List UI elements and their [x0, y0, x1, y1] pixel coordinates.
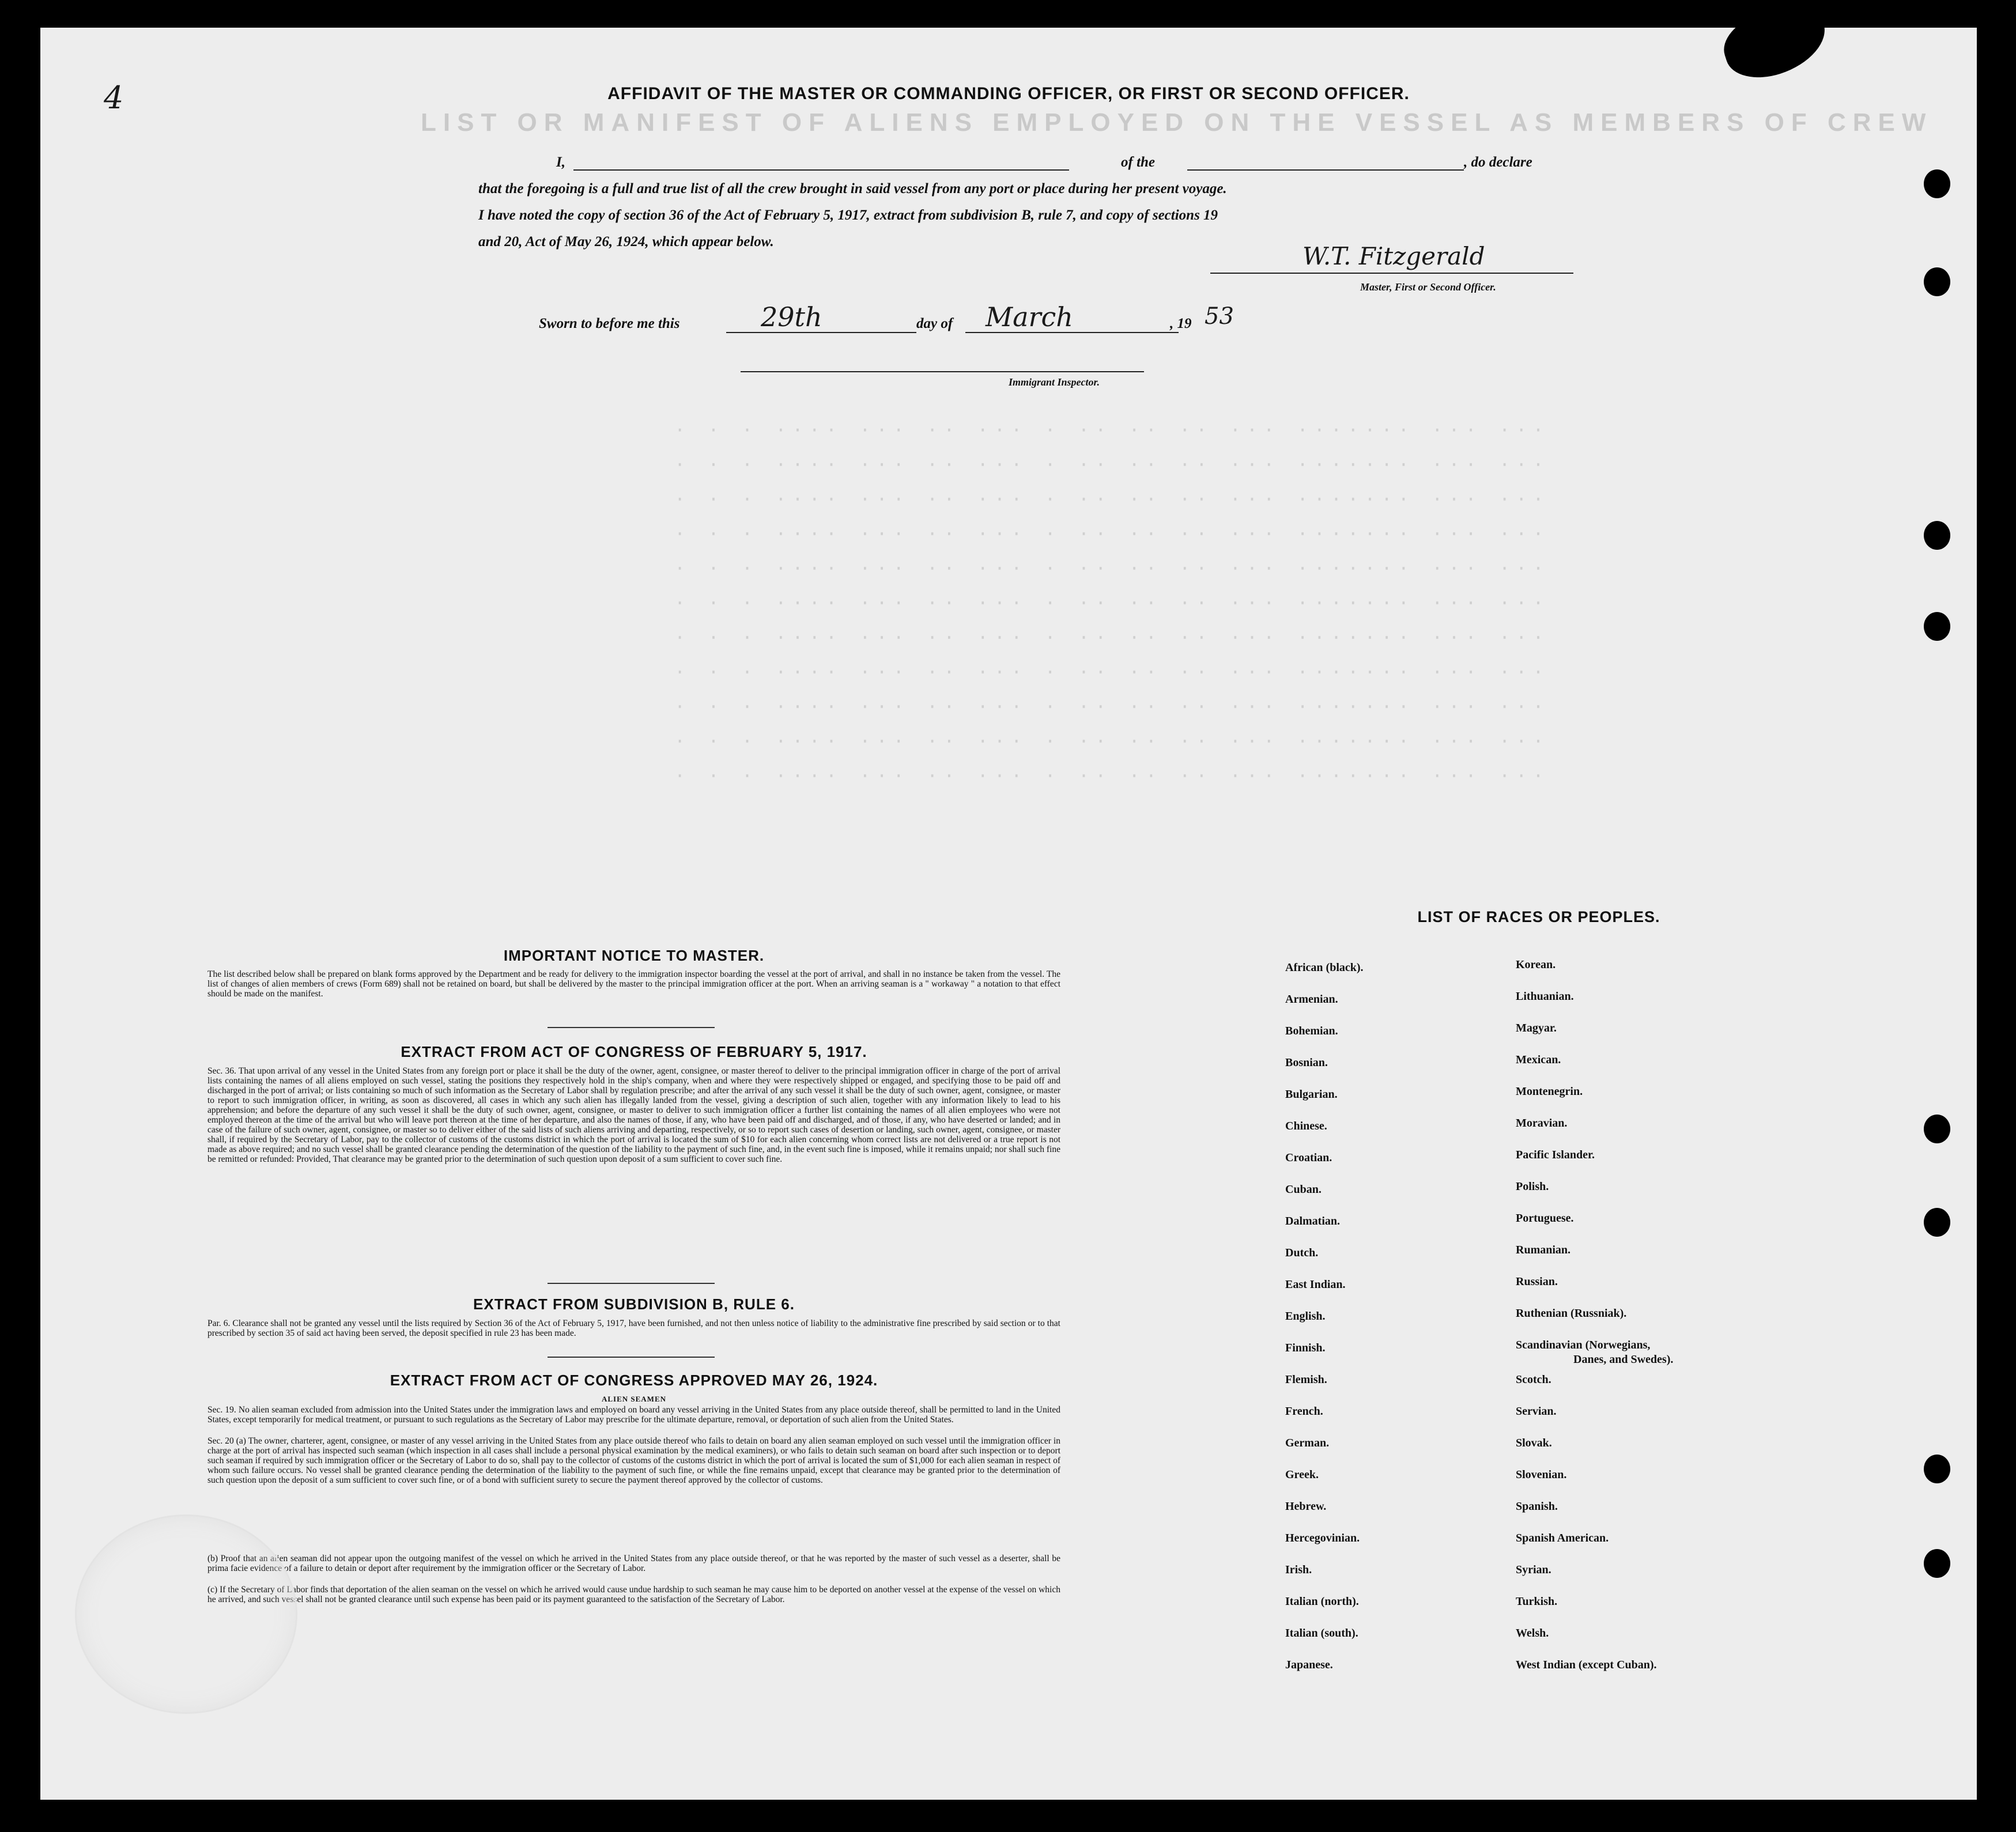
race-item: German.	[1285, 1437, 1330, 1449]
race-item: Croatian.	[1285, 1151, 1332, 1164]
vessel-name-line	[1187, 169, 1464, 171]
affidavit-i-label: I,	[556, 154, 565, 170]
race-item: Scandinavian (Norwegians,	[1516, 1339, 1651, 1351]
race-item: Scotch.	[1516, 1373, 1551, 1386]
race-item: Russian.	[1516, 1275, 1558, 1288]
race-item: Ruthenian (Russniak).	[1516, 1307, 1627, 1320]
race-item: Syrian.	[1516, 1563, 1551, 1576]
race-item: West Indian (except Cuban).	[1516, 1659, 1657, 1671]
extract-1924-sec20a: Sec. 20 (a) The owner, charterer, agent, consignee, or master of any vessel arriving in the United States from any place outside thereof who fails to detain on board any alien seaman employed on such vessel until the immigration officer in charge at the port of arrival has inspected such seaman (which inspection in all cases shall include a personal physical examination by the medical examiners), or who fails to detain such seaman on board after such inspection or to deport such seaman if required by such immigration officer or the Secretary of Labor to do so, shall pay to the collector of customs of the customs district in which the port of arrival is located the sum of $1,000 for each alien seaman in respect of whom such failure occurs. No vessel shall be granted clearance pending the determination of the liability to the payment of such fine, or while the fine remains unpaid, except that clearance may be granted prior to the determination of such question upon the deposit of a sum sufficient to cover such fine, or of a bond with sufficient surety to secure the payment thereof approved by the collector of customs.	[207, 1436, 1060, 1485]
race-item: Bulgarian.	[1285, 1088, 1338, 1101]
race-item: Pacific Islander.	[1516, 1149, 1595, 1161]
separator-2	[548, 1283, 715, 1284]
separator-1	[548, 1027, 715, 1028]
race-item: Flemish.	[1285, 1373, 1327, 1386]
race-item: Montenegrin.	[1516, 1085, 1583, 1098]
race-item: East Indian.	[1285, 1278, 1346, 1291]
race-item: Armenian.	[1285, 993, 1338, 1006]
extract-1917-title: EXTRACT FROM ACT OF CONGRESS OF FEBRUARY 5, 1917.	[401, 1043, 867, 1060]
affidavit-do-declare: , do declare	[1464, 154, 1532, 170]
corner-ink-blot	[1716, 28, 1834, 88]
binder-hole	[1924, 1115, 1950, 1143]
sworn-label: Sworn to before me this	[539, 316, 680, 331]
race-item: Irish.	[1285, 1563, 1312, 1576]
race-item: Rumanian.	[1516, 1244, 1571, 1256]
affidavit-title: AFFIDAVIT OF THE MASTER OR COMMANDING OFFICER, OR FIRST OR SECOND OFFICER.	[607, 84, 1410, 103]
race-item: Greek.	[1285, 1468, 1319, 1481]
subdivision-b-title: EXTRACT FROM SUBDIVISION B, RULE 6.	[473, 1295, 795, 1313]
race-item: Moravian.	[1516, 1117, 1568, 1130]
master-signature: W.T. Fitzgerald	[1303, 242, 1485, 270]
race-item: Lithuanian.	[1516, 990, 1574, 1003]
affidavit-of-the: of the	[1121, 154, 1156, 170]
race-item: French.	[1285, 1405, 1323, 1418]
master-caption: Master, First or Second Officer.	[1360, 281, 1496, 293]
race-item: Hebrew.	[1285, 1500, 1327, 1513]
binder-hole	[1924, 521, 1950, 550]
race-item: Chinese.	[1285, 1120, 1327, 1132]
race-item-continuation: Danes, and Swedes).	[1573, 1353, 1674, 1366]
signature-line	[1210, 273, 1573, 274]
race-item: Japanese.	[1285, 1659, 1333, 1671]
ghost-bleed-title: LIST OR MANIFEST OF ALIENS EMPLOYED ON THE VESSEL AS MEMBERS OF CREW	[421, 108, 1933, 137]
race-item: Magyar.	[1516, 1022, 1557, 1034]
race-item: Turkish.	[1516, 1595, 1558, 1608]
race-item: English.	[1285, 1310, 1326, 1323]
race-item: Bohemian.	[1285, 1025, 1338, 1037]
race-item: Servian.	[1516, 1405, 1557, 1418]
notice-body: The list described below shall be prepared on blank forms approved by the Department and be ready for delivery to the immigration inspector boarding the vessel at the port of arrival, and shall in no instance be taken from the vessel. The list of changes of alien members of crews (Form 689) shall not be retained on board, but shall be delivered by the master to the principal immigration officer at the port. When an arriving seaman is a " workaway " a notation to that effect should be made on the manifest.	[207, 969, 1060, 999]
affidavit-line-2: that the foregoing is a full and true list of all the crew brought in said vessel from any port or place during her present voyage.	[478, 181, 1227, 197]
extract-1924-sec19: Sec. 19. No alien seaman excluded from admission into the United States under the immigration laws and employed on board any vessel arriving in the United States from any place outside thereof, shall be permitted to land in the United States, except temporarily for medical treatment, or pursuant to such regulations as the Secretary of Labor may prescribe for the ultimate departure, removal, or deportation of such alien from the United States.	[207, 1405, 1060, 1425]
race-item: Cuban.	[1285, 1183, 1322, 1196]
binder-hole	[1924, 1549, 1950, 1578]
inspector-line	[741, 371, 1144, 372]
sworn-day: 29th	[761, 301, 822, 333]
binder-hole	[1924, 1455, 1950, 1483]
race-item: Italian (south).	[1285, 1627, 1358, 1640]
race-item: Italian (north).	[1285, 1595, 1359, 1608]
affidavit-line-3: I have noted the copy of section 36 of the Act of February 5, 1917, extract from subdivision B, rule 7, and copy of sections 19	[478, 207, 1218, 223]
separator-3	[548, 1357, 715, 1358]
extract-1924-title: EXTRACT FROM ACT OF CONGRESS APPROVED MAY 26, 1924.	[390, 1372, 878, 1389]
notice-title: IMPORTANT NOTICE TO MASTER.	[503, 947, 765, 964]
binder-hole	[1924, 169, 1950, 198]
races-title: LIST OF RACES OR PEOPLES.	[1417, 908, 1660, 926]
race-item: Spanish American.	[1516, 1532, 1609, 1544]
race-item: Slovenian.	[1516, 1468, 1567, 1481]
subdivision-b-body: Par. 6. Clearance shall not be granted any vessel until the lists required by Section 36 of the Act of February 5, 1917, have been furnished, and not then unless notice of liability to the administrative fine prescribed by said section or to that prescribed by section 35 of said act having been served, the deposit specified in rule 23 has been made.	[207, 1319, 1060, 1338]
race-item: Polish.	[1516, 1180, 1549, 1193]
sworn-month: March	[986, 301, 1073, 333]
extract-1924-sec20b: (b) Proof that an alien seaman did not appear upon the outgoing manifest of the vessel on which he arrived in the United States from any place outside thereof, or that he was reported by the master of such vessel as a deserter, shall be prima facie evidence of a failure to detain or deport after requirement by the immigration officer or the Secretary of Labor.	[207, 1554, 1060, 1573]
binder-hole	[1924, 267, 1950, 296]
embossed-seal	[75, 1514, 297, 1714]
race-item: Bosnian.	[1285, 1056, 1328, 1069]
race-item: Korean.	[1516, 958, 1556, 971]
race-item: Spanish.	[1516, 1500, 1558, 1513]
race-item: Mexican.	[1516, 1053, 1561, 1066]
alien-seamen-subtitle: ALIEN SEAMEN	[601, 1395, 667, 1403]
binder-hole	[1924, 1208, 1950, 1237]
inspector-caption: Immigrant Inspector.	[1009, 376, 1100, 388]
race-item: African (black).	[1285, 961, 1364, 974]
year-prefix: , 19	[1170, 316, 1192, 331]
race-item: Dalmatian.	[1285, 1215, 1340, 1227]
day-of-label: day of	[916, 316, 953, 331]
sworn-year: 53	[1205, 303, 1234, 330]
extract-1917-body: Sec. 36. That upon arrival of any vessel in the United States from any foreign port or place it shall be the duty of the owner, agent, consignee, or master thereof to deliver to the principal immigration officer in charge of the port of arrival lists containing the names of all aliens employed on such vessel, stating the positions they respectively hold in the ship's company, when and where they were respectively shipped or engaged, and specifying those to be paid off and discharged in the port of arrival; or lists containing so much of such information as the Secretary of Labor shall by regulation prescribe; and after the arrival of any such vessel it shall be the duty of such owner, agent, consignee, or master to report to such immigration officer, in writing, as soon as discovered, all cases in which any such alien has illegally landed from the vessel, giving a description of such alien, together with any information likely to lead to his apprehension; and before the departure of any such vessel it shall be the duty of such owner, agent, consignee, or master to deliver to such immigration officer a further list containing the names of all alien employees who were not employed thereon at the time of the arrival but who will leave port thereon at the time of her departure, and also the names of those, if any, who have been paid off and discharged, and of those, if any, who have deserted or landed; and in case of the failure of such owner, agent, consignee, or master so to deliver either of the said lists of such aliens arriving and departing, respectively, or so to report such cases of desertion or landing, such owner, agent, consignee, or master shall, if required by the Secretary of Labor, pay to the collector of customs of the customs district in which the port of arrival is located the sum of $10 for each alien concerning whom correct lists are not delivered or a true report is not made as above required; and no such vessel shall be granted clearance pending the determination of the question of the liability to the payment of such fine, and, in the event such fine is imposed, while it remains unpaid; nor shall such fine be remitted or refunded: Provided, That clearance may be granted prior to the determination of such question upon deposit of a sum sufficient to cover such fine.	[207, 1066, 1060, 1164]
extract-1924-sec20c: (c) If the Secretary of Labor finds that deportation of the alien seaman on the vessel on which he arrived would cause undue hardship to such seaman he may cause him to be deported on another vessel at the expense of the vessel on which he arrived, and such vessel shall not be granted clearance until such expense has been paid or its payment guaranteed to the satisfaction of the Secretary of Labor.	[207, 1585, 1060, 1604]
page-mark: 4	[104, 80, 124, 116]
manifest-page: LIST OR MANIFEST OF ALIENS EMPLOYED ON THE VESSEL AS MEMBERS OF CREW · · · ···· ··· ·· ··· · ·· ·· ·· ··· ······· ··· ··· · · · ···· ··· ·· ··· · ·· ·· ·· ··· ······· ··· ··· · · · ···· ··· ·· ··· · ·· ·· ·· ··· ······· ··· ··· · · · ···· ··· ·· ··· · ·· ·· ·· ··· ······· ··· ··· · · · ···· ··· ·· ··· · ·· ·· ·· ··· ······· ··· ··· · · · ···· ··· ·· ··· · ·· ·· ·· ··· ······· ··· ··· · · · ···· ··· ·· ··· · ·· ·· ·· ··· ······· ··· ··· · · · ···· ··· ·· ··· · ·· ·· ·· ··· ······· ··· ··· · · · ···· ··· ·· ··· · ·· ·· ·· ··· ······· ··· ··· · · · ···· ··· ·· ··· · ·· ·· ·· ··· ······· ··· ··· · · · ···· ··· ·· ··· · ·· ·· ·· ··· ······· ··· ··· 4 AFFIDAVIT OF THE MASTER OR COMMANDING OFFICER, OR FIRST OR SECOND OFFICER. I, of the , do declare that the foregoing is a full and true list of all the crew brought in said vessel from any port or place during her present voyage. I have noted the copy of section 36 of the Act of February 5, 1917, extract from subdivision B, rule 7, and copy of sections 19 and 20, Act of May 26, 1924, which appear below. W.T. Fitzgerald Master, First or Second Officer. Sworn to before me this 29th day of March , 19 53 Immigrant Inspector. IMPORTANT NOTICE TO MASTER. The list described below shall be prepared on blank forms approved by the Department and be ready for delivery to the immigration inspector boarding the vessel at the port of arrival, and shall in no instance be taken from the vessel. The list of changes of alien members of crews (Form 689) shall not be retained on board, but shall be delivered by the master to the principal immigration officer at the port. When an arriving seaman is a " workaway " a notation to that effect should be made on the manifest. EXTRACT FROM ACT OF CONGRESS OF FEBRUARY 5, 1917. Sec. 36. That upon arrival of any vessel in the United States from any foreign port or place it shall be the duty of the owner, agent, consignee, or master thereof to deliver to the principal immigration officer in charge of the port of arrival lists containing the names of all aliens employed on such vessel, stating the positions they respectively hold in the ship's company, when and where they were respectively shipped or engaged, and specifying those to be paid off and discharged in the port of arrival; or lists containing so much of such information as the Secretary of Labor shall by regulation prescribe; and after the arrival of any such vessel it shall be the duty of such owner, agent, consignee, or master to report to such immigration officer, in writing, as soon as discovered, all cases in which any such alien has illegally landed from the vessel, giving a description of such alien, together with any information likely to lead to his apprehension; and before the departure of any such vessel it shall be the duty of such owner, agent, consignee, or master to deliver to such immigration officer a further list containing the names of all alien employees who were not employed thereon at the time of the arrival but who will leave port thereon at the time of her departure, and also the names of those, if any, who have been paid off and discharged, and of those, if any, who have deserted or landed; and in case of the failure of such owner, agent, consignee, or master so to deliver either of the said lists of such aliens arriving and departing, respectively, or so to report such cases of desertion or landing, such owner, agent, consignee, or master shall, if required by the Secretary of Labor, pay to the collector of customs of the customs district in which the port of arrival is located the sum of $10 for each alien concerning whom correct lists are not delivered or a true report is not made as above required; and no such vessel shall be granted clearance pending the determination of the question of the liability to the payment of such fine, and, in the event such fine is imposed, while it remains unpaid; nor shall such fine be remitted or refunded: Provided, That clearance may be granted prior to the determination of such question upon deposit of a sum sufficient to cover such fine. EXTRACT FROM SUBDIVISION B, RULE 6. Par. 6. Clearance shall not be granted any vessel until the lists required by Section 36 of the Act of February 5, 1917, have been furnished, and not then unless notice of liability to the administrative fine prescribed by said section or to that prescribed by section 35 of said act having been served, the deposit specified in rule 23 has been made. EXTRACT FROM ACT OF CONGRESS APPROVED MAY 26, 1924. ALIEN SEAMEN Sec. 19. No alien seaman excluded from admission into the United States under the immigration laws and employed on board any vessel arriving in the United States from any place outside thereof, shall be permitted to land in the United States, except temporarily for medical treatment, or pursuant to such regulations as the Secretary of Labor may prescribe for the ultimate departure, removal, or deportation of such alien from the United States. Sec. 20 (a) The owner, charterer, agent, consignee, or master of any vessel arriving in the United States from any place outside thereof who fails to detain on board any alien seaman employed on such vessel until the immigration officer in charge at the port of arrival has inspected such seaman (which inspection in all cases shall include a personal physical examination by the medical examiners), or who fails to detain such seaman on board after such inspection or to deport such seaman if required by such immigration officer or the Secretary of Labor to do so, shall pay to the collector of customs of the customs district in which the port of arrival is located the sum of $1,000 for each alien seaman in respect of whom such failure occurs. No vessel shall be granted clearance pending the determination of the liability to the payment of such fine, or while the fine remains unpaid, except that clearance may be granted prior to the determination of such question upon the deposit of a sum sufficient to cover such fine, or of a bond with sufficient surety to secure the payment thereof approved by the collector of customs. (b) Proof that an alien seaman did not appear upon the outgoing manifest of the vessel on which he arrived in the United States from any place outside thereof, or that he was reported by the master of such vessel as a deserter, shall be prima facie evidence of a failure to detain or deport after requirement by the immigration officer or the Secretary of Labor. (c) If the Secretary of Labor finds that deportation of the alien seaman on the vessel on which he arrived would cause undue hardship to such seaman he may cause him to be deported on another vessel at the expense of the vessel on which he arrived, and such vessel shall not be granted clearance until such expense has been paid or its payment guaranteed to the satisfaction of the Secretary of Labor. LIST OF RACES OR PEOPLES. African (black). Armenian. Bohemian. Bosnian. Bulgarian. Chinese. Croatian. Cuban. Dalmatian. Dutch. East Indian. English. Finnish. Flemish. French. German. Greek. Hebrew. Hercegovinian. Irish. Italian (north). Italian (south). Japanese. Korean. Lithuanian. Magyar. Mexican. Montenegrin. Moravian. Pacific Islander. Polish. Portuguese. Rumanian. Russian. Ruthenian (Russniak). Scandinavian (Norwegians, Danes, and Swedes). Scotch. Servian. Slovak. Slovenian. Spanish. Spanish American. Syrian. Turkish. Welsh. West Indian (except Cuban).	[40, 28, 1977, 1800]
master-name-line	[573, 169, 1069, 171]
affidavit-line-4: and 20, Act of May 26, 1924, which appear below.	[478, 234, 774, 250]
race-item: Portuguese.	[1516, 1212, 1574, 1225]
race-item: Finnish.	[1285, 1342, 1326, 1354]
binder-hole	[1924, 612, 1950, 641]
race-item: Dutch.	[1285, 1246, 1319, 1259]
race-item: Slovak.	[1516, 1437, 1552, 1449]
race-item: Welsh.	[1516, 1627, 1549, 1640]
race-item: Hercegovinian.	[1285, 1532, 1360, 1544]
